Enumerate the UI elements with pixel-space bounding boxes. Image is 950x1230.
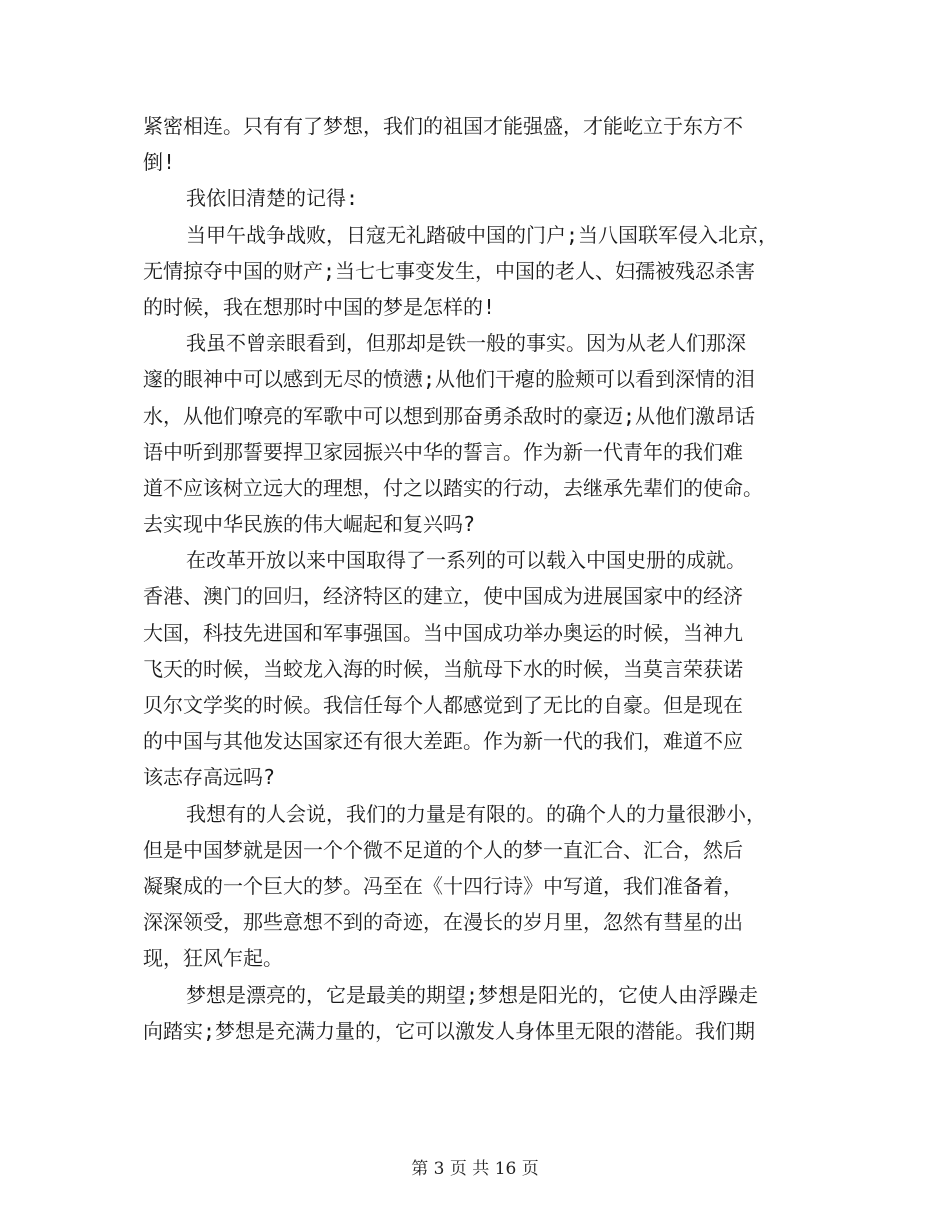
- text-line: 向踏实;梦想是充满力量的，它可以激发人身体里无限的潜能。我们期: [143, 1018, 756, 1043]
- text-line: 我想有的人会说，我们的力量是有限的。的确个人的力量很渺小，: [186, 801, 766, 826]
- text-line: 去实现中华民族的伟大崛起和复兴吗?: [143, 512, 476, 537]
- text-line: 大国，科技先进国和军事强国。当中国成功举办奥运的时候，当神九: [143, 620, 743, 645]
- text-line: 的中国与其他发达国家还有很大差距。作为新一代的我们，难道不应: [143, 729, 743, 754]
- text-line: 贝尔文学奖的时候。我信任每个人都感觉到了无比的自豪。但是现在: [143, 693, 743, 717]
- text-line: 梦想是漂亮的，它是最美的期望;梦想是阳光的，它使人由浮躁走: [186, 982, 759, 1007]
- text-line: 道不应该树立远大的理想，付之以踏实的行动，去继承先辈们的使命。: [143, 475, 763, 500]
- page-footer: 第 3 页 共 16 页: [411, 1159, 539, 1179]
- text-line: 飞天的时候，当蛟龙入海的时候，当航母下水的时候，当莫言荣获诺: [143, 656, 743, 681]
- text-line: 当甲午战争战败，日寇无礼踏破中国的门户;当八国联军侵入北京，: [186, 222, 779, 247]
- text-line: 倒!: [143, 150, 176, 175]
- text-line: 现，狂风乍起。: [143, 946, 283, 971]
- text-line: 紧密相连。只有有了梦想，我们的祖国才能强盛，才能屹立于东方不: [143, 114, 743, 138]
- text-line: 水，从他们嘹亮的军歌中可以想到那奋勇杀敌时的豪迈;从他们激昂话: [143, 403, 756, 428]
- text-line: 该志存高远吗?: [143, 765, 276, 790]
- text-line: 但是中国梦就是因一个个微不足道的个人的梦一直汇合、汇合，然后: [143, 837, 743, 862]
- text-line: 在改革开放以来中国取得了一系列的可以载入中国史册的成就。: [186, 548, 746, 573]
- text-line: 的时候，我在想那时中国的梦是怎样的!: [143, 294, 496, 319]
- document-body: [143, 108, 813, 1049]
- text-line: 我虽不曾亲眼看到，但那却是铁一般的事实。因为从老人们那深: [186, 331, 746, 356]
- text-line: 凝聚成的一个巨大的梦。冯至在《十四行诗》中写道，我们准备着，: [143, 873, 743, 898]
- text-line: 邃的眼神中可以感到无尽的愤懑;从他们干瘪的脸颊可以看到深情的泪: [143, 367, 756, 392]
- text-line: 无情掠夺中国的财产;当七七事变发生，中国的老人、妇孺被残忍杀害: [143, 258, 756, 283]
- text-line: 深深领受，那些意想不到的奇迹，在漫长的岁月里，忽然有彗星的出: [143, 910, 743, 935]
- text-line: 我依旧清楚的记得:: [186, 186, 359, 211]
- text-line: 香港、澳门的回归，经济特区的建立，使中国成为进展国家中的经济: [143, 584, 743, 609]
- text-line: 语中听到那誓要捍卫家园振兴中华的誓言。作为新一代青年的我们难: [143, 439, 743, 464]
